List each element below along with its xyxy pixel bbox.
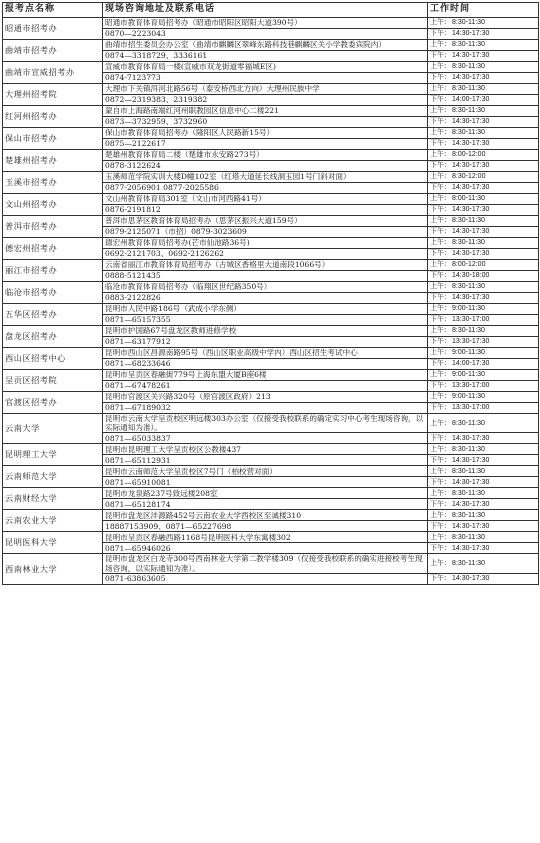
time-pm: [428, 315, 539, 326]
time-pm-value: 14:30-17:30: [452, 52, 490, 60]
time-pm: [428, 249, 539, 260]
site-phone: 0874-7123773: [103, 73, 428, 84]
site-phone: 0872—2319383、2319382: [103, 95, 428, 106]
time-pm-label: 下午：: [430, 30, 451, 38]
site-address: 昆明市云南师范大学呈贡校区7号门（柏校营对面）: [103, 466, 428, 477]
time-pm-label: 下午：: [430, 575, 451, 583]
site-phone: 0874—3318729、3336161: [103, 51, 428, 62]
time-pm-label: 下午：: [430, 544, 451, 552]
site-phone: 0871—68233646: [103, 359, 428, 370]
time-am-value: 8:30-11:30: [452, 445, 485, 453]
time-pm-label: 下午：: [430, 250, 451, 258]
site-name: 云南大学: [3, 414, 103, 444]
site-address: 昆明市昆明理工大学呈贡校区公教楼437: [103, 444, 428, 455]
site-phone: 0876-2191812: [103, 205, 428, 216]
time-am: [428, 62, 539, 73]
time-am: [428, 304, 539, 315]
time-pm-label: 下午：: [430, 404, 451, 412]
time-pm: [428, 271, 539, 282]
time-am-value: 8:30-11:30: [452, 489, 485, 497]
time-pm-label: 下午：: [430, 478, 451, 486]
time-am-label: 上午：: [430, 445, 451, 453]
time-pm-value: 13:30-17:30: [452, 338, 490, 346]
site-address: 昆明市官渡区关兴路320号（原官渡区政府）213: [103, 392, 428, 403]
time-pm-value: 14:30-17:30: [452, 250, 490, 258]
time-pm-label: 下午：: [430, 272, 451, 280]
table-row: [3, 392, 539, 403]
site-name: 西南林业大学: [3, 554, 103, 584]
time-am-label: 上午：: [430, 173, 451, 181]
time-am: [428, 128, 539, 139]
time-pm-value: 14:30-17:30: [452, 30, 490, 38]
time-pm: [428, 117, 539, 128]
time-am-label: 上午：: [430, 195, 451, 203]
time-pm-value: 14:30-18:00: [452, 272, 490, 280]
site-phone: 0871—67189032: [103, 403, 428, 414]
site-name: 保山市招考办: [3, 128, 103, 150]
site-address: 昆明市盘龙区白龙寺300号西南林业大学第二教学楼309（仅接受我校联系的确实进接校考生现场咨询，以实际通知为准）。: [103, 554, 428, 573]
site-address: 昆明市人民中路186号（武成小学东侧）: [103, 304, 428, 315]
time-pm-value: 14:30-17:30: [452, 228, 490, 236]
time-pm-label: 下午：: [430, 316, 451, 324]
time-am-label: 上午：: [430, 511, 451, 519]
site-phone: 0871—65033837: [103, 433, 428, 444]
time-pm-value: 14:30-17:30: [452, 575, 490, 583]
site-name: 楚雄州招考办: [3, 150, 103, 172]
table-row: [3, 282, 539, 293]
time-am-label: 上午：: [430, 283, 451, 291]
site-phone: 0871—65128174: [103, 499, 428, 510]
time-pm-label: 下午：: [430, 500, 451, 508]
time-pm-label: 下午：: [430, 96, 451, 104]
time-pm: [428, 51, 539, 62]
time-pm: [428, 359, 539, 370]
time-am-value: 9:00-11:30: [452, 349, 485, 357]
time-am-label: 上午：: [430, 371, 451, 379]
site-name: 云南师范大学: [3, 466, 103, 488]
time-am-label: 上午：: [430, 489, 451, 497]
table-row: [3, 466, 539, 477]
site-name: 临沧市招考办: [3, 282, 103, 304]
time-pm-label: 下午：: [430, 294, 451, 302]
table-row: [3, 532, 539, 543]
site-name: 西山区招考中心: [3, 348, 103, 370]
site-name: 昭通市招考办: [3, 18, 103, 40]
time-pm-label: 下午：: [430, 338, 451, 346]
time-am-label: 上午：: [430, 467, 451, 475]
site-phone: 0875—2122617: [103, 139, 428, 150]
time-am-label: 上午：: [430, 560, 451, 567]
time-am: [428, 238, 539, 249]
time-am-label: 上午：: [430, 327, 451, 335]
time-pm: [428, 543, 539, 554]
time-pm: [428, 29, 539, 40]
site-address: 曲靖市招生委员会办公室（曲靖市麒麟区翠峰东路科技巷麒麟区关小学教委宾院内）: [103, 40, 428, 51]
site-address: 蒙自市上海路南端红河州职教园区信息中心二楼221: [103, 106, 428, 117]
site-name: 曲靖市招考办: [3, 40, 103, 62]
site-name: 官渡区招考办: [3, 392, 103, 414]
site-phone: 0888-5121435: [103, 271, 428, 282]
time-am-label: 上午：: [430, 85, 451, 93]
time-am-value: 9:00-11:30: [452, 393, 485, 401]
site-address: 普洱市思茅区教育体育局招考办（思茅区振兴大道159号）: [103, 216, 428, 227]
time-am: [428, 172, 539, 183]
table-row: [3, 62, 539, 73]
table-header-row: [3, 3, 539, 18]
site-address: 楚雄州教育体育局二楼（楚雄市永安路273号）: [103, 150, 428, 161]
site-address: 临沧市教育体育局招考办（临翔区世纪路350号）: [103, 282, 428, 293]
time-am-value: 8:00-12:00: [452, 261, 486, 269]
site-phone: 0871—65910081: [103, 477, 428, 488]
time-am: [428, 488, 539, 499]
time-am: [428, 260, 539, 271]
time-pm-value: 13:30-17:00: [452, 382, 490, 390]
time-pm-label: 下午：: [430, 434, 451, 442]
time-am-label: 上午：: [430, 349, 451, 357]
site-phone: 0870—2223043: [103, 29, 428, 40]
time-am: [428, 150, 539, 161]
table-row: [3, 194, 539, 205]
header-name: 报考点名称: [3, 3, 103, 18]
site-address: 昆明市云南大学呈贡校区明远楼303办公室（仅接受我校联系的确定实习中心考生现场咨询，以实际通知为准）。: [103, 414, 428, 433]
table-row: [3, 444, 539, 455]
site-name: 昆明理工大学: [3, 444, 103, 466]
time-am-value: 8:30-11:30: [452, 107, 485, 115]
time-pm: [428, 227, 539, 238]
time-am: [428, 554, 539, 573]
time-pm: [428, 337, 539, 348]
time-am-label: 上午：: [430, 41, 451, 49]
time-am-value: 8:30-11:30: [452, 129, 485, 137]
time-am-value: 9:00-11:30: [452, 371, 485, 379]
time-pm-label: 下午：: [430, 228, 451, 236]
time-am-value: 8:30-11:30: [452, 467, 485, 475]
site-address: 文山州教育体育局301室（文山市河西路41号）: [103, 194, 428, 205]
site-name: 大理州招考院: [3, 84, 103, 106]
time-pm-label: 下午：: [430, 184, 451, 192]
site-address: 昆明市盘龙区沣源路452号云南农业大学西校区至诚楼310: [103, 510, 428, 521]
time-am: [428, 414, 539, 433]
time-pm-value: 14:30-17:30: [452, 184, 490, 192]
time-am-label: 上午：: [430, 129, 451, 137]
time-am: [428, 466, 539, 477]
table-row: [3, 106, 539, 117]
site-phone: 0871—63177912: [103, 337, 428, 348]
site-phone: 0871—67478261: [103, 381, 428, 392]
time-pm: [428, 183, 539, 194]
time-am: [428, 444, 539, 455]
time-am: [428, 194, 539, 205]
time-am-label: 上午：: [430, 305, 451, 313]
time-pm-value: 14:30-17:30: [452, 74, 490, 82]
site-address: 宣威市教育体育局一楼(宣威市双龙街道零福城E区): [103, 62, 428, 73]
table-row: [3, 370, 539, 381]
site-name: 红河州招考办: [3, 106, 103, 128]
time-am-value: 8:30-11:30: [452, 19, 485, 27]
time-am-label: 上午：: [430, 19, 451, 27]
site-phone: 0879-2125071（市招）0879-3023609: [103, 227, 428, 238]
time-pm-value: 14:30-17:30: [452, 206, 490, 214]
time-pm-value: 14:30-17:30: [452, 478, 490, 486]
time-am-value: 8:30-11:30: [452, 283, 485, 291]
site-phone: 0871—65112931: [103, 455, 428, 466]
site-address: 昭通市教育体育局招考办（昭通市昭阳区昭阳大道390号）: [103, 18, 428, 29]
site-address: 昆明市龙泉路237号致远楼208室: [103, 488, 428, 499]
table-row: [3, 488, 539, 499]
time-am: [428, 532, 539, 543]
time-am-value: 8:30-11:30: [452, 239, 485, 247]
time-am-value: 8:30-11:30: [452, 419, 485, 427]
time-am-label: 上午：: [430, 217, 451, 225]
site-phone: 0871-63863605: [103, 573, 428, 584]
site-phone: 0692-2121703、0692-2126262: [103, 249, 428, 260]
time-am-label: 上午：: [430, 239, 451, 247]
time-pm-value: 14:00-17:30: [452, 96, 490, 104]
time-am: [428, 18, 539, 29]
site-address: 德宏州教育体育局招考办(芒市仙池路36号): [103, 238, 428, 249]
time-am-label: 上午：: [430, 261, 451, 269]
site-phone: 0878-3122624: [103, 161, 428, 172]
time-pm: [428, 73, 539, 84]
table-row: [3, 172, 539, 183]
time-pm-label: 下午：: [430, 522, 451, 530]
time-am: [428, 348, 539, 359]
time-am-value: 8:30-12:00: [452, 173, 486, 181]
site-name: 呈贡区招考院: [3, 370, 103, 392]
site-name: 昆明医科大学: [3, 532, 103, 554]
time-pm-value: 14:30-17:30: [452, 294, 490, 302]
time-pm-label: 下午：: [430, 74, 451, 82]
time-pm-value: 14:30-17:30: [452, 456, 490, 464]
time-pm-label: 下午：: [430, 382, 451, 390]
site-phone: 0883-2122826: [103, 293, 428, 304]
time-pm-label: 下午：: [430, 360, 451, 368]
time-pm: [428, 455, 539, 466]
time-am-value: 8:30-11:30: [452, 511, 485, 519]
site-name: 文山州招考办: [3, 194, 103, 216]
site-address: 云南省丽江市教育体育局招考办（古城区香格里大道南段1066号）: [103, 260, 428, 271]
site-name: 盘龙区招考办: [3, 326, 103, 348]
table-row: [3, 128, 539, 139]
site-phone: 0873—3732959、3732960: [103, 117, 428, 128]
table-row: [3, 150, 539, 161]
time-pm: [428, 499, 539, 510]
time-pm-value: 14:00-17:30: [452, 360, 490, 368]
time-am-value: 8:30-11:30: [452, 85, 485, 93]
time-pm-value: 14:30-17:30: [452, 140, 490, 148]
table-row: [3, 40, 539, 51]
table-row: [3, 326, 539, 337]
time-pm: [428, 205, 539, 216]
header-info: 现场咨询地址及联系电话: [103, 3, 428, 18]
time-am-value: 8:00-12:00: [452, 151, 486, 159]
consultation-table: [2, 2, 539, 585]
site-address: 玉溪师范学院实训大楼D幢102室（红塔大道延长线洞玉园1号门斜对面）: [103, 172, 428, 183]
table-row: [3, 216, 539, 227]
site-name: 德宏州招考办: [3, 238, 103, 260]
site-phone: 18887153909、0871—65227698: [103, 521, 428, 532]
time-pm: [428, 161, 539, 172]
time-pm-value: 13:30-17:00: [452, 316, 490, 324]
site-address: 昆明市呈贡区春融街779号上海东盟大厦B座6楼: [103, 370, 428, 381]
time-pm-value: 14:30-17:30: [452, 522, 490, 530]
table-row: [3, 510, 539, 521]
time-am-value: 8:30-11:30: [452, 63, 485, 71]
time-pm-value: 14:30-17:30: [452, 118, 490, 126]
table-row: [3, 554, 539, 573]
time-pm: [428, 403, 539, 414]
time-pm: [428, 521, 539, 532]
header-time: 工作时间: [428, 3, 539, 18]
time-am: [428, 510, 539, 521]
time-am-value: 8:30-11:30: [452, 533, 485, 541]
site-address: 昆明市西山区昌源南路95号（西山区职业高级中学内）西山区招生考试中心: [103, 348, 428, 359]
time-pm-label: 下午：: [430, 140, 451, 148]
time-pm: [428, 95, 539, 106]
time-pm-label: 下午：: [430, 206, 451, 214]
table-body: [3, 18, 539, 585]
time-am-value: 8:00-11:30: [452, 195, 485, 203]
time-am: [428, 370, 539, 381]
time-pm: [428, 381, 539, 392]
site-phone: 0877-2056901 0877-2025586: [103, 183, 428, 194]
table-row: [3, 304, 539, 315]
time-pm: [428, 573, 539, 584]
site-name: 云南财经大学: [3, 488, 103, 510]
time-pm-value: 14:30-17:30: [452, 162, 490, 170]
site-phone: 0871—65157355: [103, 315, 428, 326]
time-am-label: 上午：: [430, 533, 451, 541]
site-address: 大理市下关镇洱河北路56号（泰安桥西北方向）大理州民族中学: [103, 84, 428, 95]
site-address: 昆明市呈贡区春融西路1168号昆明医科大学东寓楼302: [103, 532, 428, 543]
table-row: [3, 260, 539, 271]
time-am-value: 8:30-11:30: [452, 41, 485, 49]
time-pm-label: 下午：: [430, 456, 451, 464]
site-address: 昆明市护国路67号盘龙区教师进修学校: [103, 326, 428, 337]
time-am: [428, 106, 539, 117]
time-pm-value: 14:30-17:30: [452, 544, 490, 552]
table-row: [3, 238, 539, 249]
time-am-label: 上午：: [430, 107, 451, 115]
time-pm: [428, 293, 539, 304]
time-am-value: 8:30-11:30: [452, 560, 485, 567]
time-am: [428, 326, 539, 337]
consultation-table-wrapper: [2, 2, 538, 585]
time-pm: [428, 433, 539, 444]
table-row: [3, 18, 539, 29]
time-pm-label: 下午：: [430, 52, 451, 60]
site-name: 曲靖市宣威招考办: [3, 62, 103, 84]
time-am-value: 8:30-11:30: [452, 327, 485, 335]
time-pm-value: 14:30-17:30: [452, 434, 490, 442]
table-row: [3, 348, 539, 359]
time-pm-label: 下午：: [430, 162, 451, 170]
time-am: [428, 40, 539, 51]
time-am: [428, 282, 539, 293]
time-am-value: 9:00-11:30: [452, 305, 485, 313]
site-name: 普洱市招考办: [3, 216, 103, 238]
time-am-label: 上午：: [430, 151, 451, 159]
time-am-value: 8:30-11:30: [452, 217, 485, 225]
time-am-label: 上午：: [430, 63, 451, 71]
table-row: [3, 84, 539, 95]
time-pm-value: 14:30-17:30: [452, 500, 490, 508]
site-name: 玉溪市招考办: [3, 172, 103, 194]
site-name: 丽江市招考办: [3, 260, 103, 282]
time-pm: [428, 139, 539, 150]
time-pm-value: 13:30-17:00: [452, 404, 490, 412]
table-row: [3, 414, 539, 433]
time-am-label: 上午：: [430, 393, 451, 401]
time-am: [428, 392, 539, 403]
time-am: [428, 84, 539, 95]
time-am-label: 上午：: [430, 419, 451, 427]
site-address: 保山市教育体育局招考办（隆阳区人民路新15号）: [103, 128, 428, 139]
time-pm: [428, 477, 539, 488]
site-name: 五华区招考办: [3, 304, 103, 326]
site-name: 云南农业大学: [3, 510, 103, 532]
time-am: [428, 216, 539, 227]
time-pm-label: 下午：: [430, 118, 451, 126]
site-phone: 0871—65946026: [103, 543, 428, 554]
